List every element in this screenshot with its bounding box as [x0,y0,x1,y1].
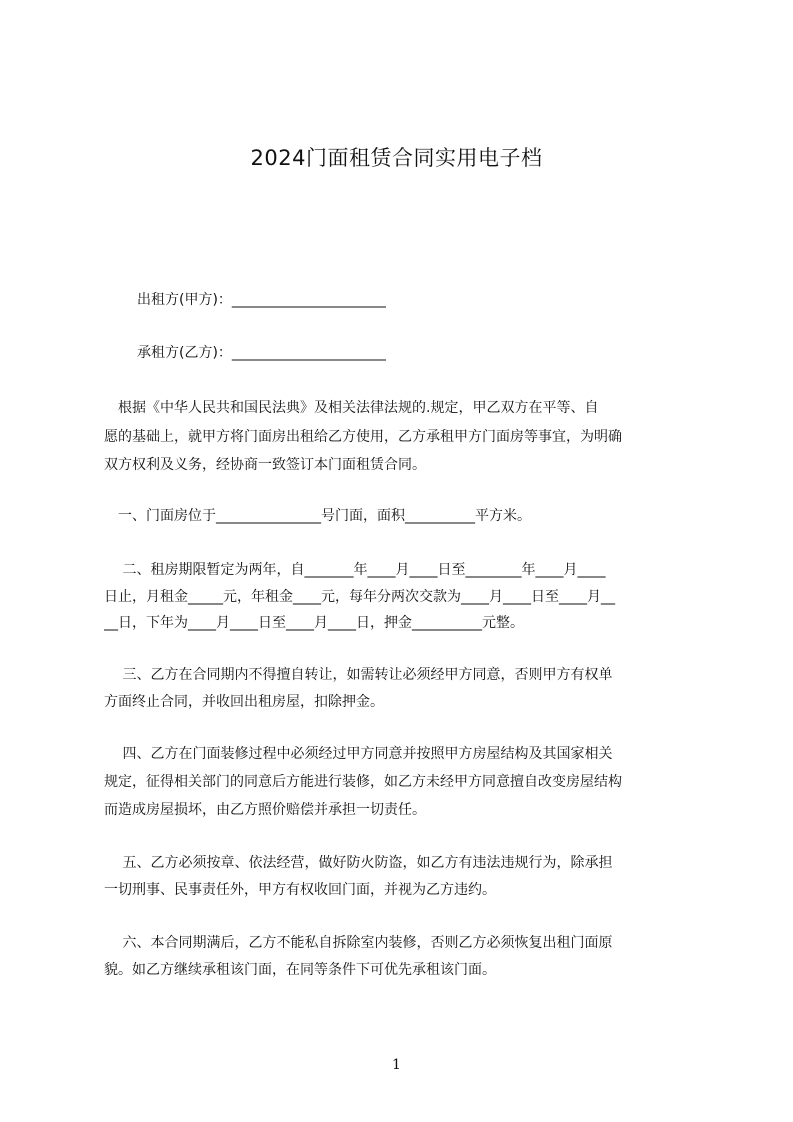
paragraph-line: 六、本合同期满后，乙方不能私自拆除室内装修，否则乙方必须恢复出租门面原 [104,935,613,951]
paragraph-line: 三、乙方在合同期内不得擅自转让，如需转让必须经甲方同意，否则甲方有权单 [104,667,613,683]
paragraph-line: 四、乙方在门面装修过程中必须经过甲方同意并按照甲方房屋结构及其国家相关 [104,746,613,762]
party-b-line: 承租方(乙方)：______________________ [137,345,386,361]
paragraph-line: 五、乙方必须按章、依法经营，做好防火防盗，如乙方有违法违规行为，除承担 [104,855,613,871]
paragraph-line: __日，下年为____月____日至____月____日，押金__________元整。 [104,615,524,631]
paragraph-line: 一、门面房位于_______________号门面，面积__________平方米。 [104,508,531,524]
paragraph-line: 日止，月租金_____元，年租金____元，每年分两次交款为____月____日至____月__ [104,589,615,605]
page-number: 1 [392,1057,401,1073]
paragraph-line: 愿的基础上，就甲方将门面房出租给乙方使用，乙方承租甲方门面房等事宜，为明确 [104,429,622,445]
paragraph-line: 二、租房期限暂定为两年，自_______年____月____日至________年____月____ [104,562,606,578]
document-title: 2024门面租赁合同实用电子档 [250,146,543,170]
party-a-line: 出租方(甲方)：______________________ [137,292,386,308]
paragraph-line: 双方权利及义务，经协商一致签订本门面租赁合同。 [104,457,426,473]
paragraph-line: 而造成房屋损坏，由乙方照价赔偿并承担一切责任。 [104,802,426,818]
paragraph-line: 根据《中华人民共和国民法典》及相关法律法规的.规定，甲乙双方在平等、自 [104,400,599,416]
paragraph-line: 一切刑事、民事责任外，甲方有权收回门面，并视为乙方违约。 [104,882,496,898]
paragraph-line: 方面终止合同，并收回出租房屋，扣除押金。 [104,694,384,710]
paragraph-line: 规定，征得相关部门的同意后方能进行装修，如乙方未经甲方同意擅自改变房屋结构 [104,774,622,790]
paragraph-line: 貌。如乙方继续承租该门面，在同等条件下可优先承租该门面。 [104,962,496,978]
